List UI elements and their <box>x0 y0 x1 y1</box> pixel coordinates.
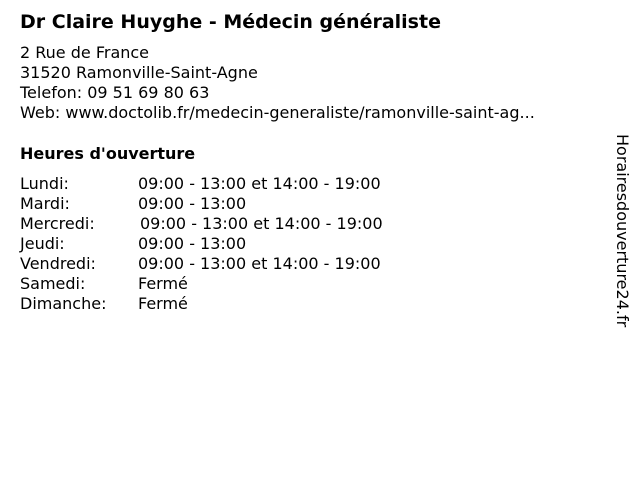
day-label: Mercredi: <box>20 214 95 233</box>
phone-number: Telefon: 09 51 69 80 63 <box>20 83 210 102</box>
day-label: Lundi: <box>20 174 69 193</box>
time-value: 09:00 - 13:00 et 14:00 - 19:00 <box>140 214 383 233</box>
day-label: Jeudi: <box>20 234 65 253</box>
time-value: 09:00 - 13:00 et 14:00 - 19:00 <box>138 174 381 193</box>
time-value: Fermé <box>138 274 188 293</box>
day-label: Mardi: <box>20 194 70 213</box>
time-value: 09:00 - 13:00 <box>138 194 247 213</box>
day-label: Vendredi: <box>20 254 96 273</box>
page-title: Dr Claire Huyghe - Médecin généraliste <box>20 11 441 33</box>
website-link[interactable]: Web: www.doctolib.fr/medecin-generaliste/ramonville-saint-ag... <box>20 103 535 122</box>
time-value: 09:00 - 13:00 et 14:00 - 19:00 <box>138 254 381 273</box>
time-value: 09:00 - 13:00 <box>138 234 247 253</box>
day-label: Samedi: <box>20 274 86 293</box>
contact-info <box>20 43 535 123</box>
street-address: 2 Rue de France <box>20 43 150 62</box>
hours-heading: Heures d'ouverture <box>20 144 196 163</box>
day-label: Dimanche: <box>20 294 107 313</box>
site-watermark: Horairesdouverture24.fr <box>613 134 632 328</box>
time-value: Fermé <box>138 294 188 313</box>
city-address: 31520 Ramonville-Saint-Agne <box>20 63 258 82</box>
